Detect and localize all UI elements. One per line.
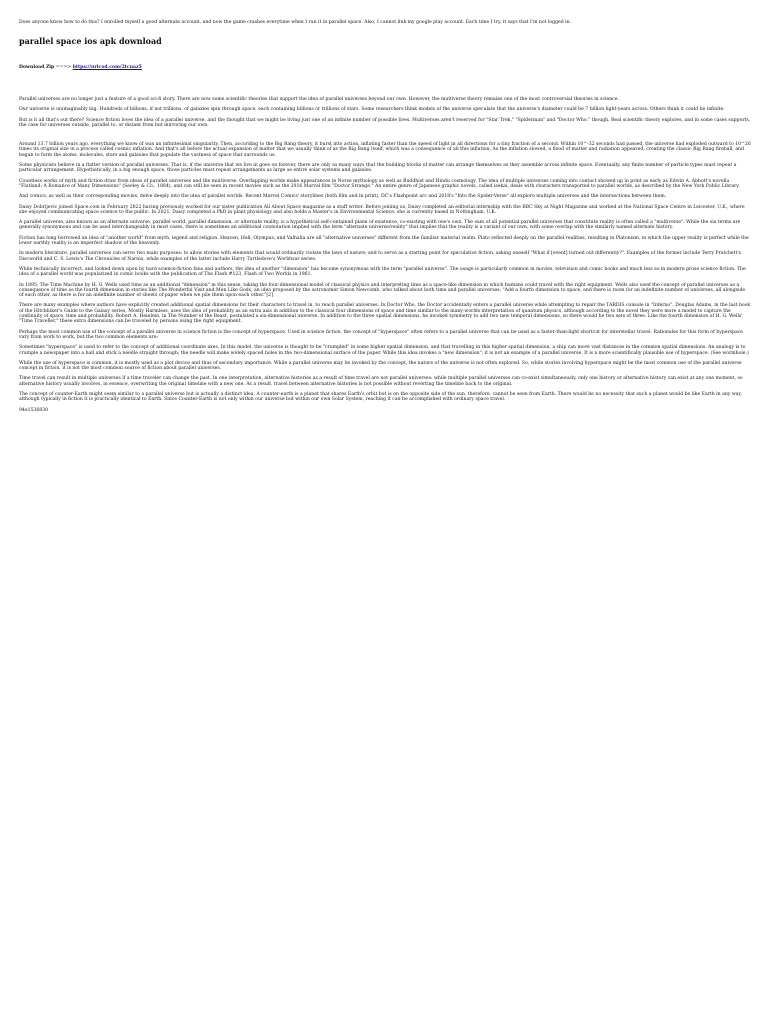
footer-code: 94e1536830 (19, 407, 49, 413)
page (0, 0, 770, 414)
download-link[interactable]: https://urlcod.com/2tcnaz5 (72, 65, 142, 70)
paragraph: Perhaps the most common use of the concept of a parallel universe in science fiction is the concept of hyperspace. Used in science fiction, the concept of "hyperspace" often refers to a parallel universe that can be used as a faster-than-light shortcut for interstellar travel. Rationales for this form of hyperspace vary from work to work, but the two common elements are: (19, 329, 743, 340)
paragraph: Fiction has long borrowed an idea of "another world" from myth, legend and religion. Heaven, Hell, Olympus, and Valhalla are all "alternative universes" different from the familiar material realm. Plato reflected deeply on the parallel realities, resulting in Platonism, in which the upper reality is perfect while the lower earthly reality is an imperfect shadow of the heavenly. (19, 235, 749, 247)
paragraph: The concept of counter-Earth might seem similar to a parallel universe but is actually a distinct idea. A counter-earth is a planet that shares Earth's orbit but is on the opposite side of the sun, therefore, cannot be seen from Earth. There would be no necessity that such a planet would be like Earth in any way, although typically in fiction it is practically identical to Earth. Since Counter-Earth is not only within our universe but within our own Solar System, reaching it can be accomplished with ordinary space travel. (19, 391, 742, 403)
download-arrow: ===> (55, 65, 72, 70)
paragraph: Our universe is unimaginably big. Hundreds of billions, if not trillions, of galaxies spin through space, each containing billions or trillions of stars. Some researchers think models of the universe speculate that the universe's diameter could be 7 billion light-years across. Others think it could be infinite. (19, 107, 725, 113)
paragraph: There are many examples where authors have explicitly created additional spatial dimensions for their characters to travel in, to reach parallel universes. In Doctor Who, the Doctor accidentally enters a parallel universe while attempting to repair the TARDIS console in "Inferno". Douglas Adams, in the last book of the Hitchhiker's Guide to the Galaxy series, Mostly Harmless, uses the idea of probability as an extra axis in addition to the classical four dimensions of space and time similar to the many-worlds interpretation of quantum physics, although according to the novel they were more a model to capture the continuity of space, time and probability. Robert A. Heinlein, in The Number of the Beast, postulated a six-dimensional universe. In addition to the three spatial dimensions, he invoked symmetry to add two new temporal dimensions, so there would be two sets of three. Like the fourth dimension of H. G. Wells' "Time Traveller," these extra dimensions can be traveled by persons using the right equipment. (19, 303, 751, 325)
paragraph: But is it all that's out there? Science fiction loves the idea of a parallel universe, and the thought that we might be living just one of an infinite number of possible lives. Multiverses aren't reserved for "Star Trek," "Spiderman" and "Doctor Who," though. Real scientific theory explores, and in some cases supports, the case for universes outside, parallel to, or distant from but mirroring our own. (19, 117, 751, 128)
paragraph: A parallel universe, also known as an alternate universe, parallel world, parallel dimension, or alternate reality, is a hypothetical self-contained plane of existence, co-existing with one's own. The sum of all potential parallel universes that constitute reality is often called a "multiverse". While the six terms are generally synonymous and can be used interchangeably in most cases, there is sometimes an additional connotation implied with the term "alternate universe/reality" that implies that the reality is a variant of our own, with some overlap with the similarly named alternate history. (19, 220, 741, 231)
download-label: Download Zip (19, 65, 55, 70)
paragraph: While the use of hyperspace is common, it is mostly used as a plot device and thus of secondary importance. While a parallel universe may be invoked by the concept, the nature of the universe is not often explored. So, while stories involving hyperspace might be the most common use of the parallel universe concept in fiction, it is not the most common source of fiction about parallel universes. (19, 360, 742, 372)
paragraph: Around 13.7 billion years ago, everything we know of was an infinitesimal singularity. Then, according to the Big Bang theory, it burst into action, inflating faster than the speed of light in all directions for a tiny fraction of a second. Within 10^-32 seconds had passed, the universe had exploded outward to 10^26 times its original size in a process called cosmic inflation. And that's all before the actual expansion of matter that we usually think of as the Big Bang itself, which was a consequence of all this inflation. As the inflation slowed, a flood of matter and radiation appeared, creating the classic Big Bang fireball, and begun to form the atoms, molecules, stars and galaxies that populate the vastness of space that surrounds us. (19, 142, 751, 158)
paragraph: Daisy Dobrijevic joined Space.com in February 2022 having previously worked for our sister publication All About Space magazine as a staff writer. Before joining us, Daisy completed an editorial internship with the BBC Sky at Night Magazine and worked at the National Space Centre in Leicester, U.K., where she enjoyed communicating space science to the public. In 2021, Daisy completed a PhD in plant physiology and also holds a Master's in Environmental Science, she is currently based in Nottingham, U.K. (19, 204, 745, 215)
paragraph: And comics, as well as their corresponding movies, delve deeply into the idea of parallel worlds. Recent Marvel Comics' storylines (both film and in print), DC's Flashpoint arc and 2018's "Into the Spider-Verse" all explore multiple universes and the intersections between them. (19, 194, 667, 200)
page-title: parallel space ios apk download (19, 36, 162, 46)
download-line (19, 65, 751, 71)
paragraph: Time travel can result in multiple universes if a time traveler can change the past. In one interpretation, alternative histories as a result of time travel are not parallel universes: while multiple parallel universes can co-exist simultaneously, only one history or alternative history can exist at any one moment, so alternative history usually involves, in essence, overwriting the original timeline with a new one. As a result, travel between alternative histories is not possible without reverting the timeline back to the original. (19, 376, 743, 387)
paragraph: Countless works of myth and fiction draw from ideas of parallel universes and the multiverse. Overlapping worlds make appearances in Norse mythology as well as Buddhist and Hindu cosmology. The idea of multiple universes coming into contact showed up in print as early as Edwin A. Abbott's novella "Flatland: A Romance of Many Dimensions" (Seeley & Co., 1884), and can still be seen in recent movies such as the 2016 Marvel film "Doctor Strange." An entire genre of Japanese graphic novels, called isekai, deals with characters transported to parallel worlds, as described by the New York Public Library. (19, 178, 740, 189)
paragraph: In modern literature, parallel universes can serve two main purposes: to allow stories with elements that would ordinarily violate the laws of nature; and to serve as a starting point for speculative fiction, asking oneself "What if [event] turned out differently?". Examples of the former include Terry Pratchett's Discworld and C. S. Lewis's The Chronicles of Narnia, while examples of the latter include Harry Turtledove's Worldwar series. (19, 251, 741, 262)
paragraph: While technically incorrect, and looked down upon by hard science-fiction fans and authors, the idea of another "dimension" has become synonymous with the term "parallel universe". The usage is particularly common in movies, television and comic books and much less so in modern prose science fiction. The idea of a parallel world was popularized in comic books with the publication of The Flash #123, Flash of Two Worlds in 1961. (19, 266, 746, 278)
paragraph: Sometimes "hyperspace" is used to refer to the concept of additional coordinate axes. In this model, the universe is thought to be "crumpled" in some higher spatial dimension, and that travelling in this higher spatial dimension, a ship can move vast distances in the common spatial dimensions. An analogy is to crumple a newspaper into a ball and stick a needle straight through; the needle will make widely spaced holes in the two-dimensional surface of the paper. While this idea invokes a "new dimension", it is not an example of a parallel universe. It is a more scientifically plausible use of hyperspace. (See wormhole.) (19, 345, 749, 356)
paragraph: Parallel universes are no longer just a feature of a good sci-fi story. There are now some scientific theories that support the idea of parallel universes beyond our own. However, the multiverse theory remains one of the most controversial theories in science. (19, 97, 619, 102)
paragraph: Some physicists believe in a flatter version of parallel universes. That is, if the universe that we live in goes on forever, there are only so many ways that the building blocks of matter can arrange themselves as they assemble across infinite space. Eventually, any finite number of particle types must repeat a particular arrangement. Hypothetically, in a big enough space, those particles must repeat arrangements as large as entire solar systems and galaxies. (19, 163, 737, 174)
question-text: Does anyone know how to do this? I enrolled myself a good alternate account, and now the game crashes everytime when I run it in parallel space. Also, I cannot link my google play account. Each time I try, it says that I'm not logged in. (19, 20, 572, 25)
paragraph: In 1895, The Time Machine by H. G. Wells used time as an additional "dimension" in this sense, taking the four-dimensional model of classical physics and interpreting time as a space-like dimension in which humans could travel with the right equipment. Wells also used the concept of parallel universes as a consequence of time as the fourth dimension in stories like The Wonderful Visit and Men Like Gods, an idea proposed by the astronomer Simon Newcomb, who talked about both time and parallel universes; "Add a fourth dimension to space, and there is room for an indefinite number of universes, all alongside of each other, as there is for an indefinite number of sheets of paper when we pile them upon each other."[2] (19, 282, 746, 299)
